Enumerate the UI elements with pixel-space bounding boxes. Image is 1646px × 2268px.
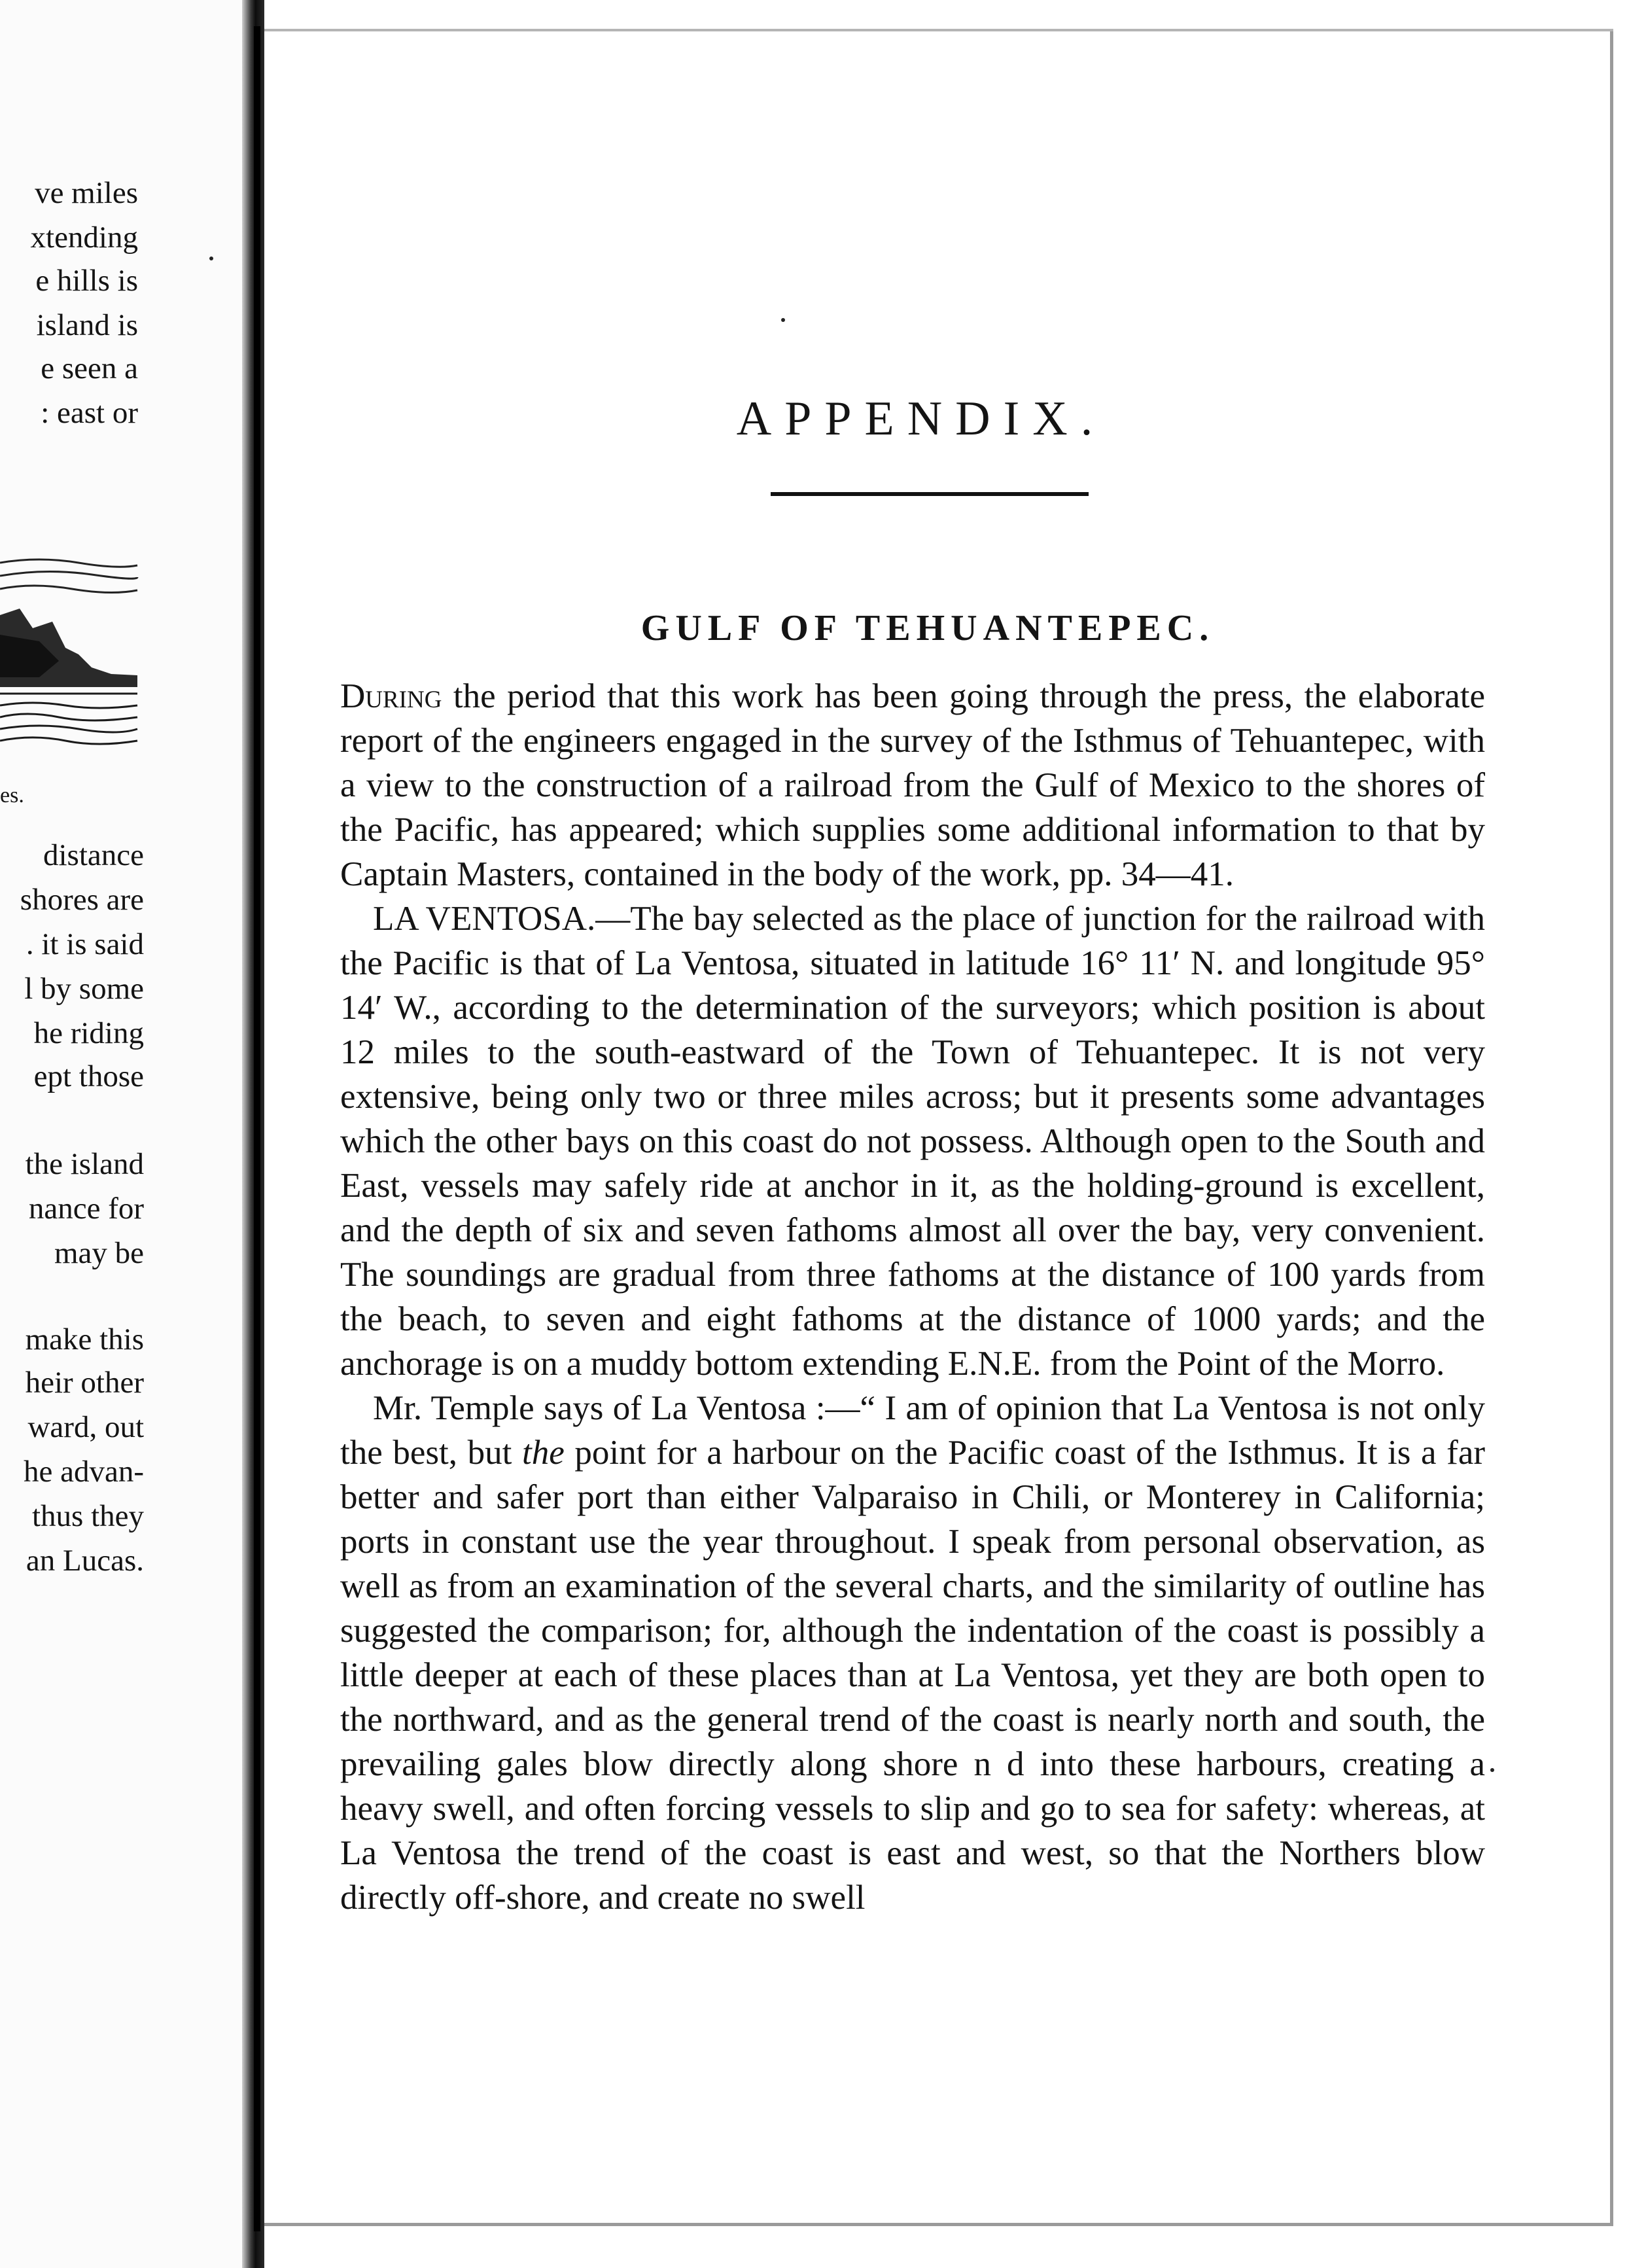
paragraph — [340, 1386, 1485, 1920]
left-text-line: ward, out — [27, 1410, 144, 1444]
left-text-line: heir other — [25, 1366, 144, 1400]
left-text-line: he riding — [33, 1016, 144, 1050]
paragraph-text: the period that this work has been going through the press, the elaborate report of the engineers engaged in the survey of the Isthmus of Tehuantepec, with a view to the construction of a railroad from the Gulf of Mexico to the shores of the Pacific, has appeared; which supplies some additional information to that by Captain Masters, contained in the body of the work, pp. 34—41. — [340, 677, 1485, 893]
left-text-line: ept those — [33, 1059, 144, 1093]
speck — [1490, 1768, 1494, 1772]
paragraph-text: point for a harbour on the Pacific coast of the Isthmus. It is a far better and safer port than either Valparaiso in Chili, or Monterey in California; ports in constant use the year throughout. I speak from personal observation, as well as from an examination of the several charts, and the similarity of outline has suggested the comparison; for, although the indentation of the coast is possibly a little deeper at each of these places than at La Ventosa, yet they are both open to the northward, and as the general trend of the coast is nearly north and south, the prevailing gales blow directly along shore n d into these harbours, creating a heavy swell, and often forcing vessels to slip and go to sea for safety: whereas, at La Ventosa the trend of the coast is east and west, so that the Northers blow directly off-shore, and create no swell — [340, 1434, 1485, 1917]
page-title: APPENDIX. — [736, 391, 1106, 446]
island-engraving-image — [0, 537, 141, 772]
left-text-line: e seen a — [41, 351, 138, 385]
left-text-line: e hills is — [35, 264, 138, 298]
left-text-line: may be — [54, 1236, 144, 1270]
paragraph — [340, 896, 1485, 1386]
left-text-line: thus they — [31, 1499, 144, 1533]
left-text-line: : east or — [41, 396, 138, 430]
left-text-line: he advan- — [24, 1455, 144, 1489]
section-heading: GULF OF TEHUANTEPEC. — [640, 608, 1215, 649]
paragraph-lead-word: During — [340, 677, 442, 715]
book-gutter — [242, 0, 264, 2268]
left-text-line: the island — [25, 1147, 144, 1181]
left-caption-fragment: es. — [0, 783, 24, 807]
left-text-line: nance for — [28, 1192, 144, 1226]
left-text-line: an Lucas. — [26, 1544, 144, 1578]
speck — [209, 257, 213, 260]
title-rule — [771, 492, 1089, 496]
left-text-line: . it is said — [26, 927, 144, 961]
left-text-line: island is — [36, 308, 138, 342]
left-text-line: shores are — [20, 883, 144, 917]
previous-page-fragment — [0, 0, 255, 2268]
paragraph-text: LA VENTOSA.—The bay selected as the place of junction for the railroad with the Pacific is that of La Ventosa, situated in latitude 16° 11′ N. and longitude 95° 14′ W., according to the determination of the surveyors; which position is about 12 miles to the south-eastward of the Town of Tehuantepec. It is not very extensive, being only two or three miles across; but it presents some advantages which the other bays on this coast do not possess. Although open to the South and East, vessels may safely ride at anchor in it, as the holding-ground is excellent, and the depth of six and seven fathoms almost all over the bay, very convenient. The soundings are gradual from three fathoms at the distance of 100 yards from the beach, to seven and eight fathoms at the distance of 1000 yards; and the anchorage is on a muddy bottom extending E.N.E. from the Point of the Morro. — [340, 900, 1485, 1383]
left-text-line: l by some — [24, 972, 144, 1006]
emphasis-text: the — [521, 1434, 565, 1472]
paragraph — [340, 674, 1485, 896]
speck — [781, 318, 785, 322]
body-text — [340, 674, 1485, 1920]
left-text-line: xtending — [30, 221, 138, 255]
binding-edge — [254, 26, 260, 2231]
left-text-line: make this — [25, 1322, 144, 1356]
left-text-line: ve miles — [35, 176, 138, 210]
paragraph-text: Mr. Temple says of La Ventosa :—“ I am of opinion that La Ventosa is not only the best, but — [340, 1389, 1485, 1472]
left-text-line: distance — [43, 838, 144, 872]
